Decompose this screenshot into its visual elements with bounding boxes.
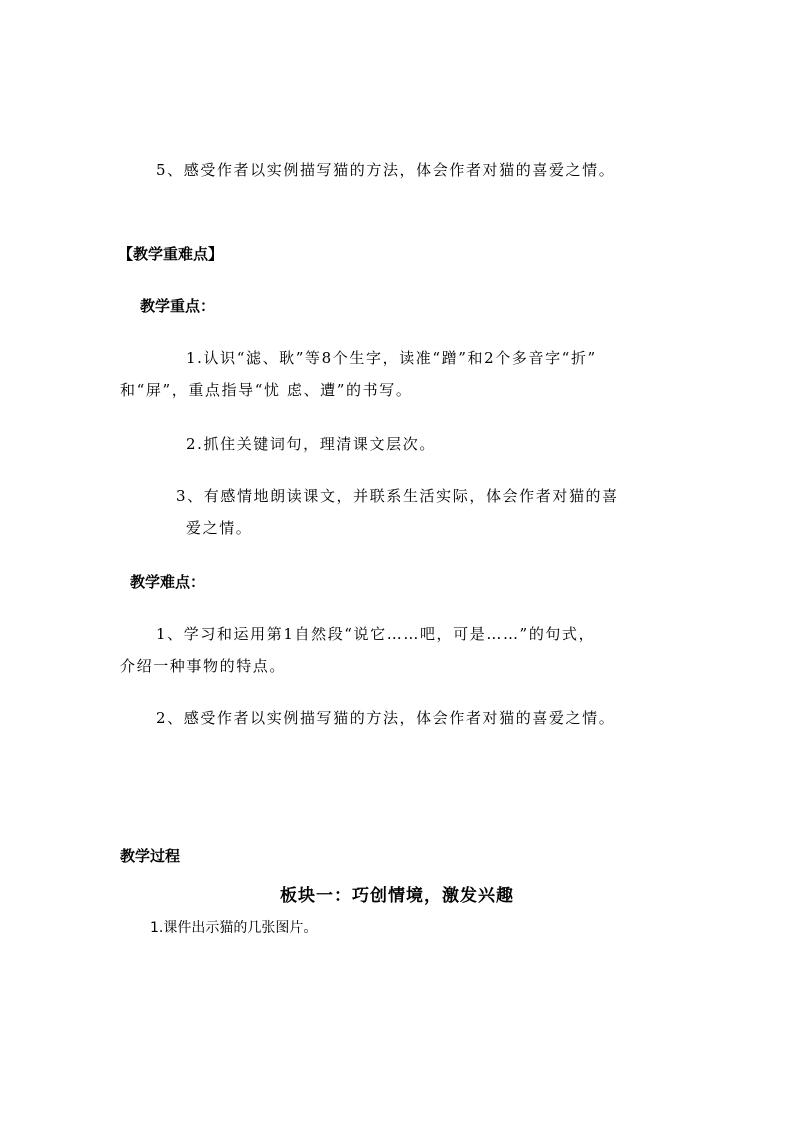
key-point-1-line-1: 1.认识“滤、耿”等8个生字，读准“蹭”和2个多音字“折”	[186, 349, 597, 367]
key-point-3-line-1: 3、有感情地朗读课文，并联系生活实际，体会作者对猫的喜	[176, 487, 619, 505]
key-point-1-line-2: 和“屏”，重点指导“忧 虑、遭”的书写。	[120, 381, 413, 399]
difficult-point-1-line-1: 1、学习和运用第1自然段“说它……吧，可是……”的句式，	[156, 625, 596, 643]
difficult-points-heading: 教学难点：	[130, 573, 206, 591]
key-points-heading: 教学重点：	[140, 297, 216, 315]
process-step-1: 1.课件出示猫的几张图片。	[150, 920, 318, 936]
difficult-point-1-line-2: 介绍一种事物的特点。	[120, 657, 287, 675]
process-heading: 教学过程	[120, 847, 181, 865]
objective-5: 5、感受作者以实例描写猫的方法，体会作者对猫的喜爱之情。	[156, 161, 616, 179]
block-1-title: 板块一：巧创情境，激发兴趣	[280, 886, 514, 906]
difficult-point-2: 2、感受作者以实例描写猫的方法，体会作者对猫的喜爱之情。	[156, 709, 616, 727]
key-point-3-line-2: 爱之情。	[186, 519, 253, 537]
key-difficult-heading: 【教学重难点】	[118, 245, 224, 263]
key-point-2: 2.抓住关键词句，理清课文层次。	[186, 435, 436, 453]
